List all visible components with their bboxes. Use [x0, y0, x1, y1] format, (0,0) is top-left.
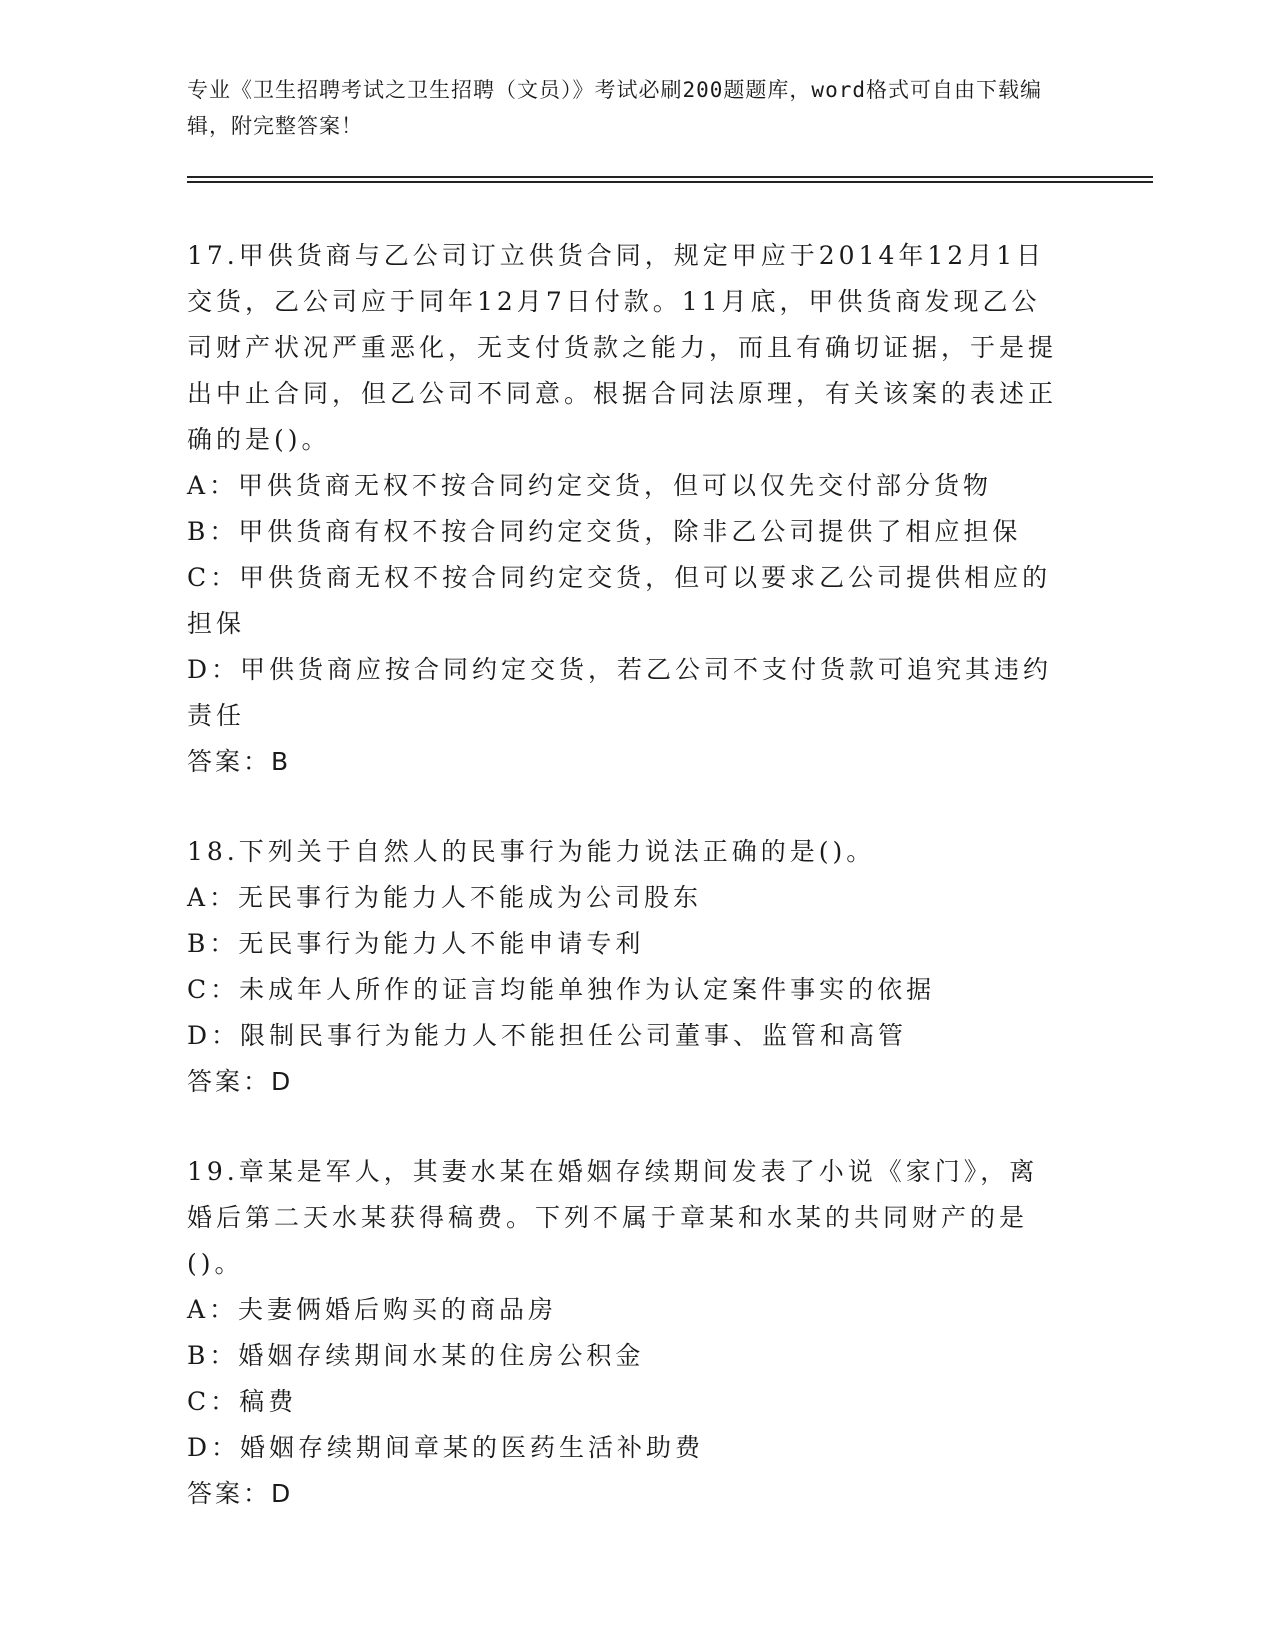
option-a: A：无民事行为能力人不能成为公司股东	[187, 883, 703, 912]
option-b: B：甲供货商有权不按合同约定交货，除非乙公司提供了相应担保	[187, 517, 1022, 546]
document-header: 专业《卫生招聘考试之卫生招聘（文员）》考试必刷200题题库，word格式可自由下载编辑，附完整答案！	[187, 78, 1042, 138]
answer-label: 答案：B	[187, 747, 292, 776]
answer-label: 答案：D	[187, 1479, 294, 1508]
option-c: C：稿费	[187, 1387, 298, 1416]
option-d: D：甲供货商应按合同约定交货，若乙公司不支付货款可追究其违约责任	[187, 655, 1053, 730]
header-divider-bottom	[187, 181, 1153, 183]
question-list	[187, 233, 1067, 1561]
option-c: C：甲供货商无权不按合同约定交货，但可以要求乙公司提供相应的担保	[187, 563, 1052, 638]
answer-label: 答案：D	[187, 1067, 294, 1096]
question-18	[187, 829, 1067, 1105]
option-d: D：限制民事行为能力人不能担任公司董事、监管和高管	[187, 1021, 908, 1050]
option-d: D：婚姻存续期间章某的医药生活补助费	[187, 1433, 705, 1462]
header-divider-top	[187, 176, 1153, 178]
option-b: B：无民事行为能力人不能申请专利	[187, 929, 645, 958]
question-19	[187, 1149, 1067, 1517]
option-a: A：夫妻俩婚后购买的商品房	[187, 1295, 558, 1324]
option-c: C：未成年人所作的证言均能单独作为认定案件事实的依据	[187, 975, 936, 1004]
question-stem: 18.下列关于自然人的民事行为能力说法正确的是()。	[187, 837, 876, 866]
question-17	[187, 233, 1067, 785]
question-stem: 17.甲供货商与乙公司订立供货合同，规定甲应于2014年12月1日交货，乙公司应于同年12月7日付款。11月底，甲供货商发现乙公司财产状况严重恶化，无支付货款之能力，而且有确切证据，于是提出中止合同，但乙公司不同意。根据合同法原理，有关该案的表述正确的是()。	[187, 241, 1058, 454]
option-b: B：婚姻存续期间水某的住房公积金	[187, 1341, 645, 1370]
option-a: A：甲供货商无权不按合同约定交货，但可以仅先交付部分货物	[187, 471, 993, 500]
question-stem: 19.章某是军人，其妻水某在婚姻存续期间发表了小说《家门》，离婚后第二天水某获得稿费。下列不属于章某和水某的共同财产的是()。	[187, 1157, 1039, 1278]
